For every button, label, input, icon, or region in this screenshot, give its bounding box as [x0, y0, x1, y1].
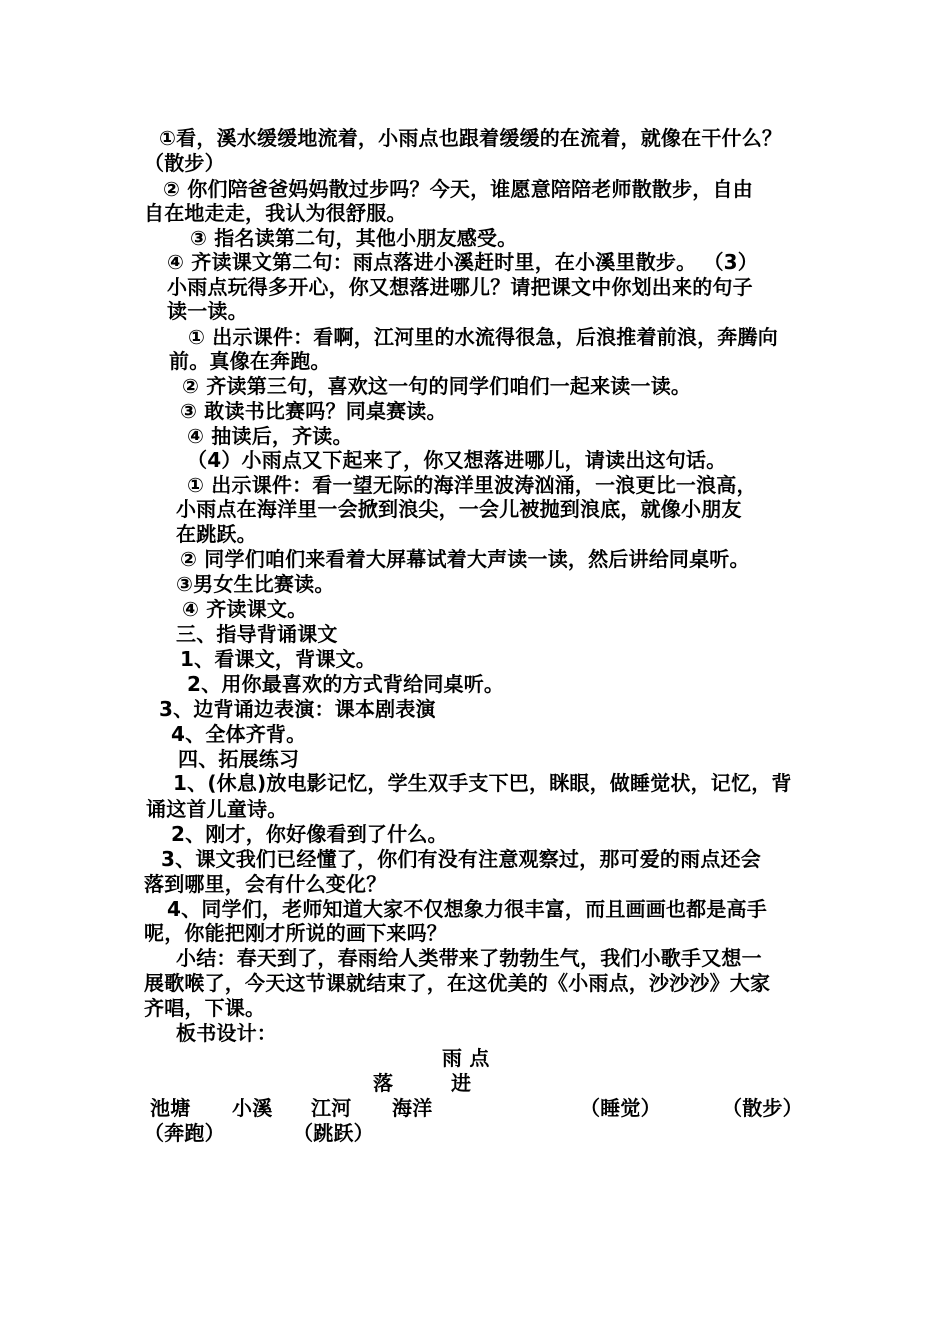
board-title: 雨 点	[442, 1046, 490, 1070]
board-action: （奔跑）	[144, 1121, 225, 1145]
text-line: 呢，你能把刚才所说的画下来吗？	[144, 921, 447, 945]
text-line: ③ 指名读第二句，其他小朋友感受。	[190, 226, 518, 250]
board-action: （跳跃）	[293, 1121, 374, 1145]
text-line: 诵这首儿童诗。	[146, 797, 288, 821]
text-line: 在跳跃。	[176, 522, 257, 546]
text-line: 4、全体齐背。	[171, 722, 307, 746]
text-line: 三、指导背诵课文	[176, 622, 338, 646]
text-line: 前。真像在奔跑。	[169, 349, 331, 373]
board-place: 小溪	[232, 1096, 273, 1120]
text-line: 自在地走走，我认为很舒服。	[144, 201, 407, 225]
text-line: ④ 抽读后，齐读。	[187, 424, 353, 448]
text-line: ② 你们陪爸爸妈妈散过步吗？今天，谁愿意陪陪老师散散步，自由	[163, 177, 753, 201]
text-line: （散步）	[144, 151, 225, 175]
text-line: ④ 齐读课文第二句：雨点落进小溪赶时里，在小溪里散步。 （3）	[167, 250, 758, 274]
board-place: 江河	[311, 1096, 352, 1120]
text-line: ③男女生比赛读。	[176, 572, 335, 596]
text-line: 1、(休息)放电影记忆，学生双手支下巴，眯眼，做睡觉状，记忆，背	[173, 771, 792, 795]
text-line: 齐唱，下课。	[144, 996, 266, 1020]
text-line: 四、拓展练习	[178, 747, 300, 771]
text-line: ① 出示课件：看啊，江河里的水流得很急，后浪推着前浪，奔腾向	[188, 325, 778, 349]
text-line: ④ 齐读课文。	[182, 597, 308, 621]
text-line: 3、课文我们已经懂了，你们有没有注意观察过，那可爱的雨点还会	[161, 847, 761, 871]
text-line: 板书设计：	[176, 1021, 277, 1045]
text-line: ③ 敢读书比赛吗？同桌赛读。	[180, 399, 447, 423]
text-line: （4）小雨点又下起来了，你又想落进哪儿，请读出这句话。	[187, 448, 727, 472]
board-place: 海洋	[392, 1096, 433, 1120]
text-line: 1、看课文，背课文。	[180, 647, 376, 671]
text-line: ① 出示课件：看一望无际的海洋里波涛汹涌，一浪更比一浪高，	[187, 473, 757, 497]
text-line: 小结：春天到了，春雨给人类带来了勃勃生气，我们小歌手又想一	[176, 946, 762, 970]
text-line: 3、边背诵边表演：课本剧表演	[159, 697, 436, 721]
board-action: （睡觉）	[580, 1096, 661, 1120]
text-line: 展歌喉了，今天这节课就结束了，在这优美的《小雨点，沙沙沙》大家	[144, 971, 771, 995]
text-line: 落到哪里，会有什么变化？	[144, 872, 387, 896]
text-line: ①看，溪水缓缓地流着，小雨点也跟着缓缓的在流着，就像在干什么？	[159, 126, 783, 150]
text-line: 读一读。	[167, 299, 248, 323]
text-line: 小雨点在海洋里一会掀到浪尖，一会儿被抛到浪底，就像小朋友	[176, 497, 742, 521]
text-line: 2、用你最喜欢的方式背给同桌听。	[187, 672, 505, 696]
text-line: ② 齐读第三句，喜欢这一句的同学们咱们一起来读一读。	[182, 374, 692, 398]
board-verb-left: 落	[373, 1071, 394, 1095]
text-line: 2、刚才，你好像看到了什么。	[171, 822, 448, 846]
board-action: （散步）	[722, 1096, 803, 1120]
text-line: 4、同学们，老师知道大家不仅想象力很丰富，而且画画也都是高手	[167, 897, 767, 921]
text-line: ② 同学们咱们来看着大屏幕试着大声读一读，然后讲给同桌听。	[180, 547, 750, 571]
board-place: 池塘	[150, 1096, 191, 1120]
text-line: 小雨点玩得多开心，你又想落进哪儿？请把课文中你划出来的句子	[167, 275, 753, 299]
board-verb-right: 进	[451, 1071, 472, 1095]
